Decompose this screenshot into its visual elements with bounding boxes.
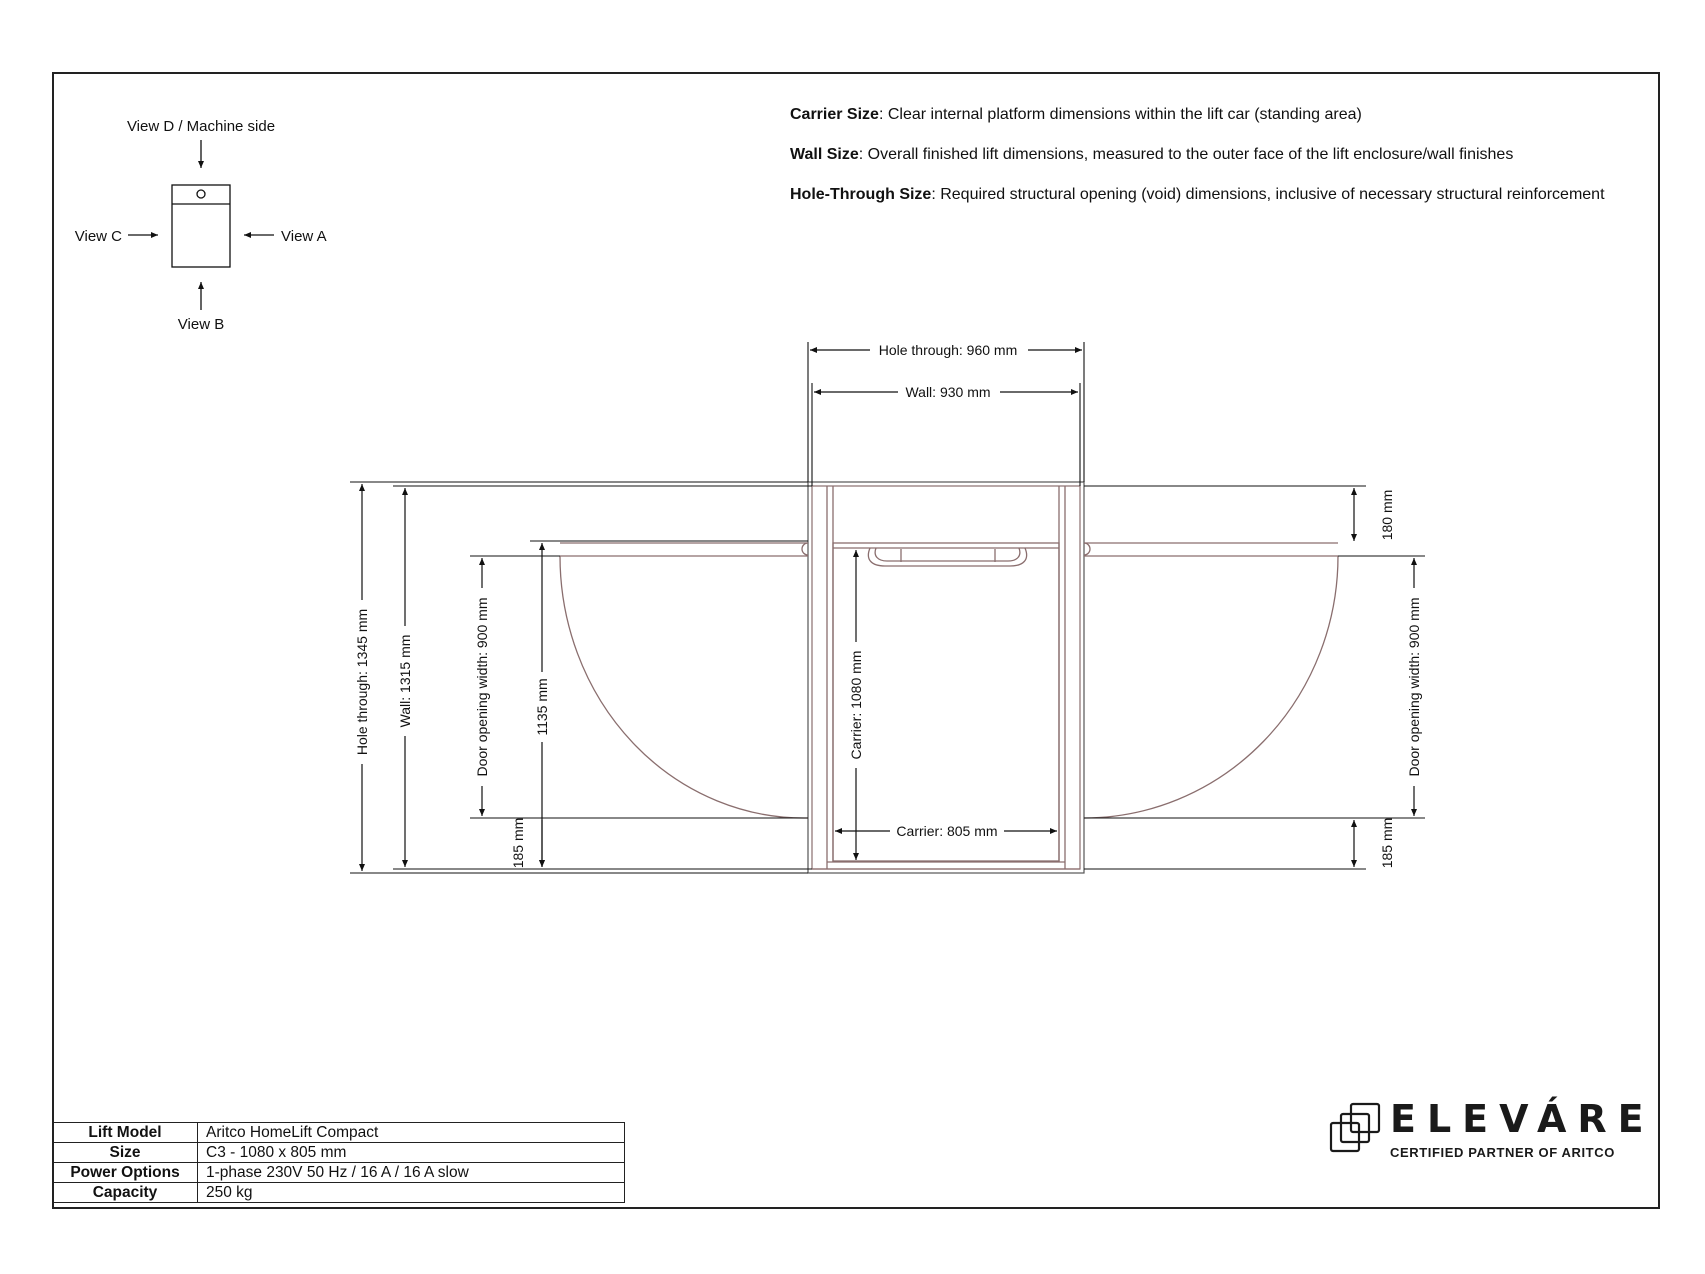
spec-value: C3 - 1080 x 805 mm bbox=[198, 1143, 625, 1163]
definition-carrier-term: Carrier Size bbox=[790, 106, 879, 123]
definition-wall-text: : Overall finished lift dimensions, measured to the outer face of the lift enclosure/wall finishes bbox=[858, 146, 1514, 163]
view-a-label: View A bbox=[281, 228, 327, 245]
spec-key: Power Options bbox=[53, 1163, 198, 1183]
logo-tagline: CERTIFIED PARTNER OF ARITCO bbox=[1390, 1145, 1615, 1160]
elevare-logo bbox=[1328, 1097, 1655, 1167]
spec-key: Lift Model bbox=[53, 1123, 198, 1143]
label-carrier-depth: Carrier: 1080 mm bbox=[848, 650, 864, 760]
key-machine-dot bbox=[197, 190, 205, 198]
door-left-swing bbox=[560, 543, 808, 818]
view-d-label: View D / Machine side bbox=[126, 118, 276, 135]
spec-value: 250 kg bbox=[198, 1183, 625, 1203]
spec-row bbox=[53, 1183, 625, 1203]
spec-key: Capacity bbox=[53, 1183, 198, 1203]
label-185-right: 185 mm bbox=[1379, 817, 1395, 869]
definition-hole-term: Hole-Through Size bbox=[790, 186, 932, 203]
spec-row bbox=[53, 1123, 625, 1143]
definition-wall-term: Wall Size bbox=[790, 146, 859, 163]
label-1135: 1135 mm bbox=[534, 678, 550, 736]
view-b-label: View B bbox=[177, 316, 225, 333]
spec-row bbox=[53, 1163, 625, 1183]
label-hole-width: Hole through: 960 mm bbox=[878, 342, 1018, 358]
spec-value: Aritco HomeLift Compact bbox=[198, 1123, 625, 1143]
label-door-right: Door opening width: 900 mm bbox=[1406, 597, 1422, 777]
label-wall-width: Wall: 930 mm bbox=[905, 384, 991, 400]
label-hole-depth: Hole through: 1345 mm bbox=[354, 608, 370, 756]
definition-hole-text: : Required structural opening (void) dimensions, inclusive of necessary structural reinforcement bbox=[931, 186, 1605, 203]
label-door-left: Door opening width: 900 mm bbox=[474, 597, 490, 777]
definition-carrier bbox=[790, 105, 1670, 125]
orientation-key bbox=[128, 140, 274, 310]
dimension-lines bbox=[362, 350, 1414, 871]
spec-row bbox=[53, 1143, 625, 1163]
label-carrier-width: Carrier: 805 mm bbox=[896, 823, 998, 839]
spec-table bbox=[52, 1122, 625, 1203]
extension-lines bbox=[350, 342, 1425, 873]
handrail bbox=[868, 548, 1026, 566]
definition-hole bbox=[790, 185, 1670, 205]
logo-name: ELEVÁRE bbox=[1390, 1097, 1655, 1141]
key-lift-box bbox=[172, 185, 230, 267]
door-right-swing bbox=[1084, 543, 1338, 818]
label-185-left: 185 mm bbox=[510, 817, 526, 869]
view-c-label: View C bbox=[74, 228, 122, 245]
definition-wall bbox=[790, 145, 1670, 165]
label-wall-depth: Wall: 1315 mm bbox=[397, 634, 413, 728]
spec-value: 1-phase 230V 50 Hz / 16 A / 16 A slow bbox=[198, 1163, 625, 1183]
definition-carrier-text: : Clear internal platform dimensions within the lift car (standing area) bbox=[878, 106, 1362, 123]
logo-mark-icon bbox=[1328, 1101, 1384, 1157]
spec-key: Size bbox=[53, 1143, 198, 1163]
label-180-right: 180 mm bbox=[1379, 489, 1395, 541]
